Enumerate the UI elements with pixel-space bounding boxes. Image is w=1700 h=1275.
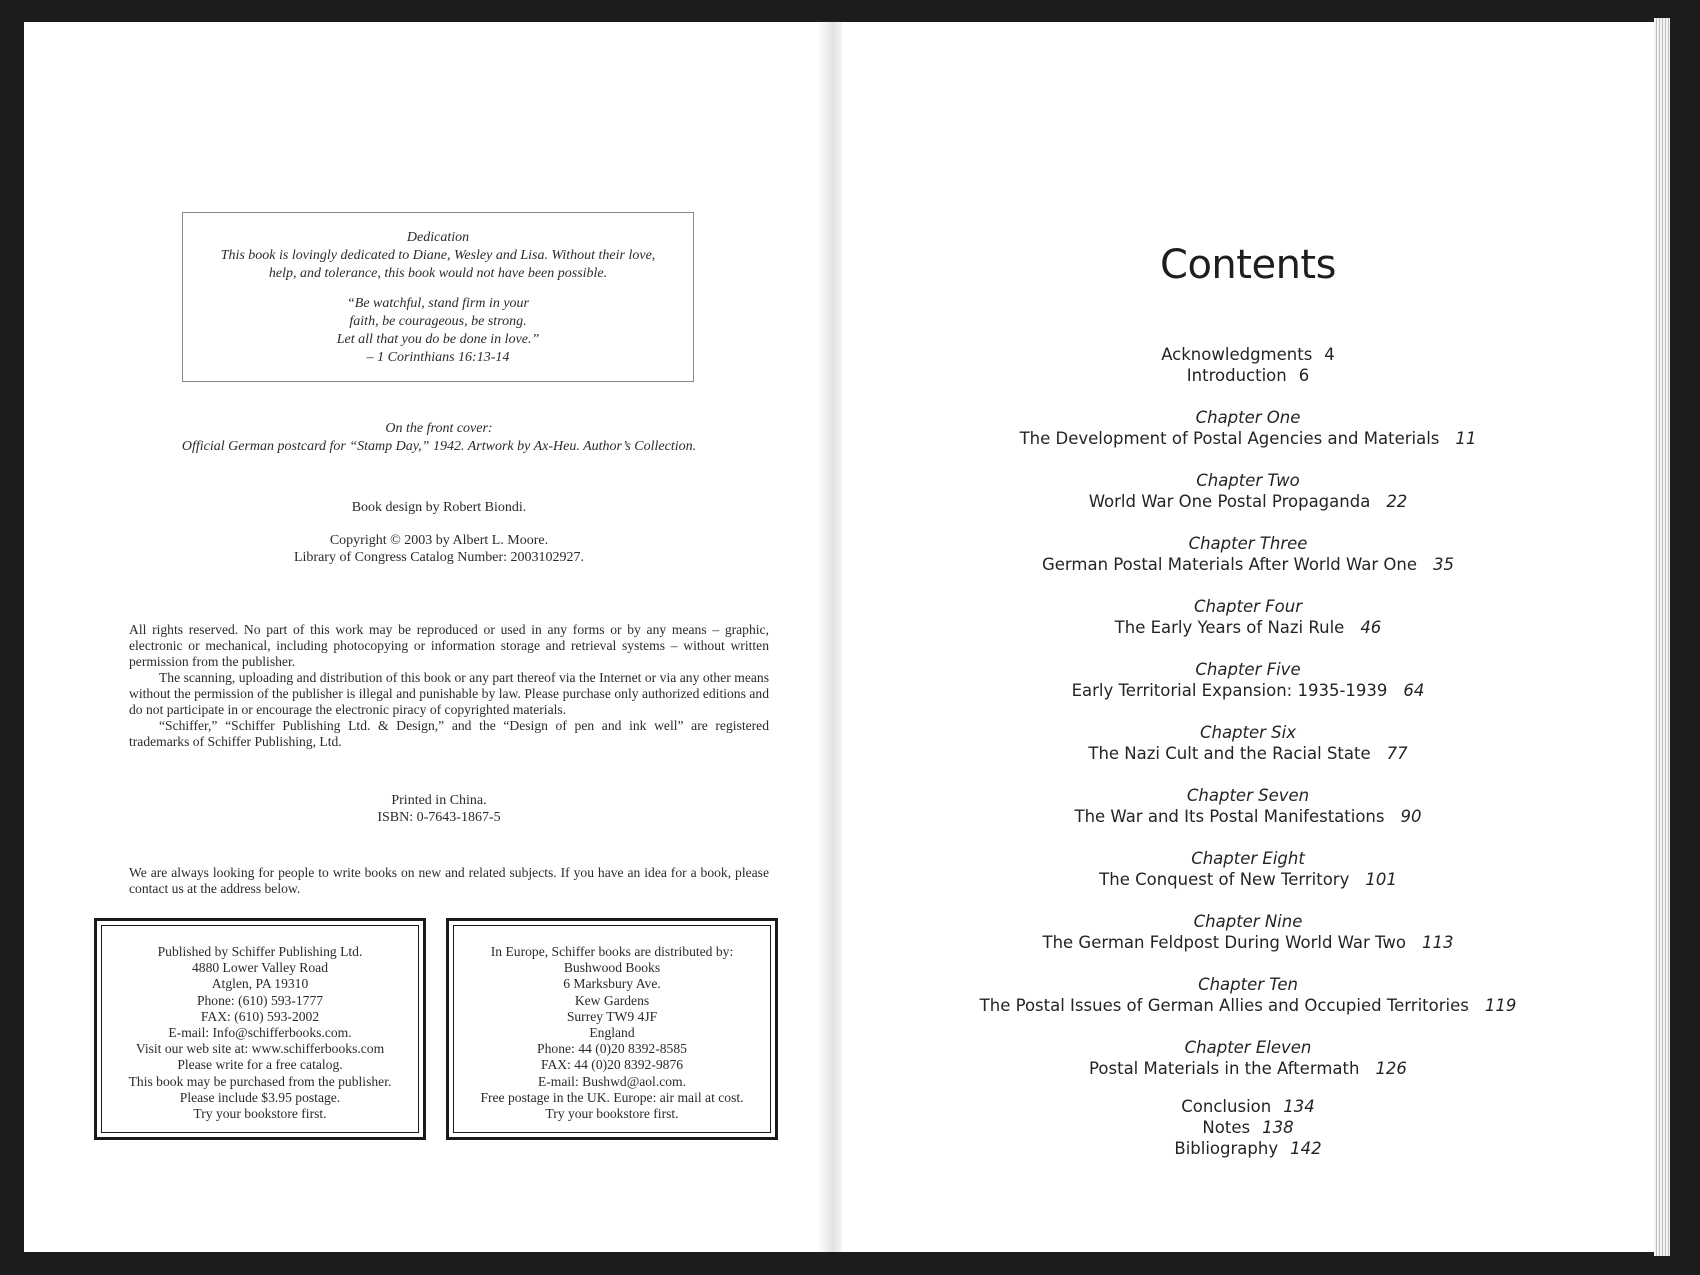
loc-number: Library of Congress Catalog Number: 2003102927. — [293, 550, 585, 565]
publisher-line: Published by Schiffer Publishing Ltd. — [157, 944, 363, 959]
chapter-page: 113 — [1422, 933, 1454, 952]
toc-chapter[interactable] — [842, 974, 1654, 1016]
rights-paragraph: All rights reserved. No part of this work may be reproduced or used in any forms or by any means – graphic, electronic or mechanical, including photocopying or information storage and retrieval systems – without written permission from the publisher. — [129, 622, 769, 669]
dedication-quote — [183, 295, 693, 367]
chapter-label: Chapter Ten — [1198, 975, 1298, 994]
europe-distributor — [453, 925, 771, 1133]
chapter-title: The Development of Postal Agencies and Materials — [1019, 429, 1440, 448]
printed-in: Printed in China. — [391, 793, 487, 808]
toc-entry-page: 6 — [1298, 366, 1310, 385]
toc-entry-title: Bibliography — [1174, 1139, 1279, 1158]
dedication-box — [182, 212, 694, 382]
chapter-label: Chapter Eight — [1191, 849, 1305, 868]
toc-chapter[interactable] — [842, 407, 1654, 449]
distributor-line: Free postage in the UK. Europe: air mail at cost. — [480, 1089, 744, 1105]
toc-chapter[interactable] — [842, 596, 1654, 638]
distributor-line: Surrey TW9 4JF — [566, 1008, 658, 1024]
chapter-page: 119 — [1484, 996, 1517, 1015]
publisher-line: E-mail: Info@schifferbooks.com. — [168, 1025, 352, 1041]
rights-notice — [129, 622, 769, 750]
contents-page — [842, 22, 1654, 1252]
distributor-line: Bushwood Books — [563, 960, 661, 976]
copyright-notice: Copyright © 2003 by Albert L. Moore. — [329, 533, 549, 548]
publisher-line: FAX: (610) 593-2002 — [200, 1008, 320, 1024]
toc-chapter[interactable] — [842, 470, 1654, 512]
distributor-line: In Europe, Schiffer books are distributed by: — [490, 944, 734, 959]
isbn: ISBN: 0-7643-1867-5 — [377, 810, 501, 825]
design-credit: Book design by Robert Biondi. — [351, 500, 527, 515]
publisher-line: Visit our web site at: www.schifferbooks.com — [135, 1041, 385, 1057]
toc-entry[interactable] — [842, 365, 1654, 386]
toc-chapter[interactable] — [842, 848, 1654, 890]
europe-distributor-box — [446, 918, 778, 1140]
quote-citation: – 1 Corinthians 16:13-14 — [366, 350, 510, 365]
chapter-label: Chapter One — [1195, 408, 1301, 427]
dedication-line: help, and tolerance, this book would not have been possible. — [268, 266, 608, 281]
publisher-line: Please write for a free catalog. — [177, 1057, 343, 1073]
distributor-line: England — [589, 1025, 635, 1041]
chapter-label: Chapter Three — [1188, 534, 1308, 553]
chapter-title: The War and Its Postal Manifestations — [1074, 807, 1385, 826]
contents-title: Contents — [1160, 242, 1336, 288]
chapter-title: The Conquest of New Territory — [1099, 870, 1350, 889]
chapter-label: Chapter Seven — [1186, 786, 1310, 805]
chapter-title: Early Territorial Expansion: 1935-1939 — [1071, 681, 1388, 700]
toc-entry[interactable] — [842, 1096, 1654, 1117]
toc-chapter[interactable] — [842, 722, 1654, 764]
cover-caption: Official German postcard for “Stamp Day,” 1942. Artwork by Ax-Heu. Author’s Collection. — [181, 439, 697, 454]
chapter-page: 126 — [1375, 1059, 1407, 1078]
toc-entry-page: 134 — [1283, 1097, 1315, 1116]
publisher-address-box — [94, 918, 426, 1140]
chapter-label: Chapter Five — [1195, 660, 1301, 679]
toc-entry-page: 4 — [1324, 345, 1335, 364]
toc-chapter[interactable] — [842, 1037, 1654, 1079]
quote-line: Let all that you do be done in love.” — [336, 332, 540, 347]
chapter-title: The Nazi Cult and the Racial State — [1088, 744, 1371, 763]
publisher-line: This book may be purchased from the publisher. — [128, 1073, 392, 1089]
chapter-label: Chapter Two — [1196, 471, 1300, 490]
toc-entry-title: Acknowledgments — [1161, 345, 1313, 364]
publisher-line: Try your bookstore first. — [193, 1106, 327, 1122]
chapter-page: 77 — [1386, 744, 1408, 763]
chapter-title: The German Feldpost During World War Two — [1042, 933, 1406, 952]
publisher-line: Atglen, PA 19310 — [211, 976, 309, 992]
toc-entry[interactable] — [842, 1117, 1654, 1138]
distributor-line: Kew Gardens — [574, 992, 650, 1008]
toc-entry[interactable] — [842, 1138, 1654, 1159]
publisher-line: Phone: (610) 593-1777 — [196, 992, 324, 1008]
chapter-page: 64 — [1403, 681, 1425, 700]
distributor-line: FAX: 44 (0)20 8392-9876 — [540, 1057, 684, 1073]
chapter-page: 46 — [1360, 618, 1382, 637]
toc-chapter[interactable] — [842, 659, 1654, 701]
publisher-address — [101, 925, 419, 1133]
front-matter — [842, 344, 1654, 386]
chapter-label: Chapter Six — [1199, 723, 1297, 742]
chapter-page: 22 — [1386, 492, 1408, 511]
dedication-heading: Dedication — [406, 230, 470, 245]
toc-chapter[interactable] — [842, 533, 1654, 575]
publisher-line: 4880 Lower Valley Road — [191, 960, 329, 976]
toc-entry-title: Notes — [1202, 1118, 1251, 1137]
chapter-page: 11 — [1455, 429, 1477, 448]
chapter-title: The Postal Issues of German Allies and Occupied Territories — [979, 996, 1469, 1015]
toc-entry-page: 138 — [1262, 1118, 1294, 1137]
chapter-title: Postal Materials in the Aftermath — [1089, 1059, 1360, 1078]
chapter-page: 90 — [1400, 807, 1422, 826]
chapter-label: Chapter Nine — [1193, 912, 1303, 931]
chapter-label: Chapter Four — [1193, 597, 1303, 616]
rights-paragraph: The scanning, uploading and distribution of this book or any part thereof via the Internet or via any other means without the permission of the publisher is illegal and punishable by law. Please purchase only authorized editions and do not participate in or encourage the electronic piracy of copyrighted materials. — [129, 670, 769, 717]
quote-line: faith, be courageous, be strong. — [349, 314, 527, 329]
back-matter — [842, 1096, 1654, 1159]
chapter-title: World War One Postal Propaganda — [1088, 492, 1371, 511]
copyright-page — [24, 22, 842, 1252]
distributor-line: Phone: 44 (0)20 8392-8585 — [537, 1041, 687, 1057]
chapter-page: 101 — [1365, 870, 1397, 889]
toc-chapter[interactable] — [842, 911, 1654, 953]
distributor-line: Try your bookstore first. — [545, 1106, 679, 1122]
toc-entry-page: 142 — [1290, 1139, 1322, 1158]
distributor-line: 6 Marksbury Ave. — [563, 976, 661, 992]
chapter-title: The Early Years of Nazi Rule — [1114, 618, 1345, 637]
distributor-line: E-mail: Bushwd@aol.com. — [537, 1073, 687, 1089]
page-edges — [1654, 18, 1670, 1256]
cover-label: On the front cover: — [385, 421, 493, 436]
trademark-paragraph: “Schiffer,” “Schiffer Publishing Ltd. & Design,” and the “Design of pen and ink well” are registered trademarks of Schiffer Publishing, Ltd. — [129, 718, 769, 749]
toc-chapter[interactable] — [842, 785, 1654, 827]
chapter-label: Chapter Eleven — [1184, 1038, 1312, 1057]
dedication-line: This book is lovingly dedicated to Diane, Wesley and Lisa. Without their love, — [220, 248, 656, 263]
toc-entry-title: Conclusion — [1181, 1097, 1272, 1116]
quote-line: “Be watchful, stand firm in your — [347, 296, 529, 311]
submission-note: We are always looking for people to write books on new and related subjects. If you have an idea for a book, please contact us at the address below. — [129, 865, 769, 896]
chapter-title: German Postal Materials After World War One — [1041, 555, 1418, 574]
toc-entry-title: Introduction — [1186, 366, 1287, 385]
chapter-page: 35 — [1433, 555, 1455, 574]
publisher-line: Please include $3.95 postage. — [179, 1089, 341, 1105]
toc-entry[interactable] — [842, 344, 1654, 365]
